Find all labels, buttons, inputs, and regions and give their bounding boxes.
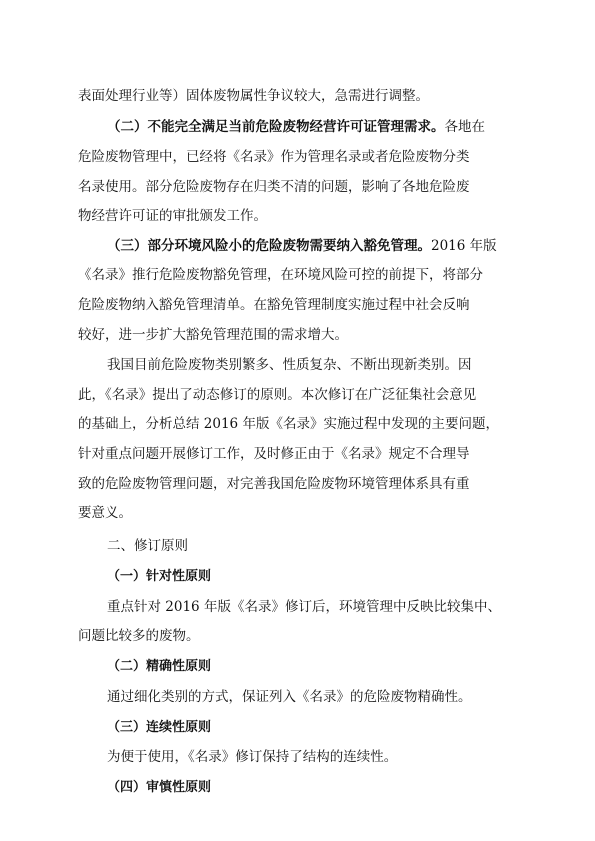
paragraph-line: 要意义。 [78,505,132,521]
subsection-heading: （四）审慎性原则 [107,780,212,795]
paragraph-line: 问题比较多的废物。 [78,628,200,644]
text-span: 2016 年版 [431,238,497,254]
paragraph-line: 较好，进一步扩大豁免管理范围的需求增大。 [78,327,348,343]
paragraph-line [107,237,557,255]
text-span: 各地在 [444,119,485,135]
paragraph-line: 致的危险废物管理问题，对完善我国危险废物环境管理体系具有重 [78,476,470,492]
paragraph-line: 我国目前危险废物类别繁多、性质复杂、不断出现新类别。因 [107,357,472,373]
paragraph-line: 《名录》推行危险废物豁免管理，在环境风险可控的前提下，将部分 [78,267,483,283]
paragraph-line: 针对重点问题开展修订工作，及时修正由于《名录》规定不合理导 [78,446,470,462]
paragraph-line: 通过细化类别的方式，保证列入《名录》的危险废物精确性。 [107,689,472,705]
subsection-heading: （一）针对性原则 [107,569,212,584]
paragraph-line: 的基础上，分析总结 2016 年版《名录》实施过程中发现的主要问题， [78,416,499,432]
paragraph-line: 为便于使用，《名录》修订保持了结构的连续性。 [107,749,398,765]
bold-heading: （二）不能完全满足当前危险废物经营许可证管理需求。 [107,119,445,135]
paragraph-line: 重点针对 2016 年版《名录》修订后，环境管理中反映比较集中、 [107,599,501,615]
paragraph-line: 危险废物纳入豁免管理清单。在豁免管理制度实施过程中社会反响 [78,297,470,313]
paragraph-line [107,118,557,136]
subsection-heading: （二）精确性原则 [107,659,212,674]
paragraph-line: 表面处理行业等）固体废物属性争议较大，急需进行调整。 [78,88,429,104]
paragraph-line: 物经营许可证的审批颁发工作。 [78,208,267,224]
section-heading: 二、修订原则 [107,538,188,554]
paragraph-line: 危险废物管理中，已经将《名录》作为管理名录或者危险废物分类 [78,149,470,165]
bold-heading: （三）部分环境风险小的危险废物需要纳入豁免管理。 [107,238,431,254]
subsection-heading: （三）连续性原则 [107,720,212,735]
paragraph-line: 名录使用。部分危险废物存在归类不清的问题，影响了各地危险废 [78,179,470,195]
paragraph-line: 此，《名录》提出了动态修订的原则。本次修订在广泛征集社会意见 [78,387,477,403]
